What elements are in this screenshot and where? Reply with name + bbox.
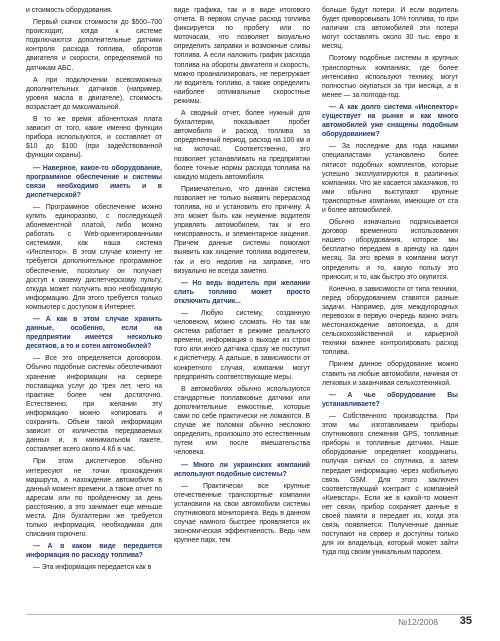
article-paragraph: — Программное обеспечение можно купить единоразово, с последующей абонементной платой, либо можно работать с Web-ориентированными системами, как наша система «Инспектор». В этом случае клиенту не требуется дополнительное программное обеспечение, поскольку он получает доступ к своему диспетчерскому пульту, откуда может получить всю необходимую информацию. Для этого требуется только компьютер с доступом в Интернет. <box>26 203 162 311</box>
interview-question: — Много ли украинских компаний используют подобные системы? <box>174 461 310 478</box>
issue-number: №12/2008 <box>398 617 438 627</box>
article-paragraph: В то же время абонентская плата зависит от того, какие именно функции прибора используются, и составляет от $10 до $100 (при задействованной функции охраны). <box>26 116 162 160</box>
article-column-1 <box>26 6 162 606</box>
article-paragraph: Примечательно, что данная система позволяет не только выявить перерасход топлива, но и установить его причину. А это может быть как неумение водителя управлять автомобилем, так и его неисправность, и элементарное хищение. Причем данные системы помогают выявить как хищение топлива водителем, так и его недолив на заправке, что визуально не всегда заметно. <box>174 185 310 275</box>
interview-question: — Но ведь водитель при желании слить топливо может просто отключить датчик... <box>174 279 310 305</box>
article-paragraph: Конечно, в зависимости от типа техники, перед оборудованием ставятся разные задачи. Например, для междугородных перевозок в первую очередь важно знать местонахождение автопоезда, а для сельскохозяйственной и карьерной техники важнее контролировать расход топлива. <box>322 285 458 357</box>
article-paragraph: Обычно изначально подписывается договор временного использования нашего оборудования, которое мы бесплатно передаем в аренду на один месяц. За это время в компании могут определить и то, какую пользу это приносит, и то, как быстро это окупится. <box>322 219 458 281</box>
article-paragraph: Первый скачок стоимости до $500–700 происходит, когда к системе подключаются дополнительные датчики контроля расхода топлива, оборотов двигателя и скорости, определяемой по датчикам АБС. <box>26 19 162 72</box>
interview-question: — А как долго система «Инспектор» существует на рынке и как много автомобилей уже снащены подобным оборудованием? <box>322 103 458 139</box>
article-paragraph: — Собственного производства. При этом мы изготавливаем приборы спутникового слежения GPS, топливные приборы и топливные датчики. Наше оборудование определяет координаты, получая сигнал со спутника, а затем передает информацию через мобильную связь GSM. Для этого заключен соответствующий контракт с компанией «Киевстар». Если же в какой-то момент нет связи, прибор сохраняет данные в своей памяти и передает их, когда эта связь появляется. Полученные данные поступают на сервер и доступны только для их владельца, который может зайти туда под своим уникальным паролем. <box>322 412 458 557</box>
article-paragraph: — Практически все крупные отечественные транспортные компании установили на свои автомобили системы спутникового мониторинга. Ведь в данном случае намного быстрее проявляется их экономическая эффективность. Ведь чем крупнее парк, тем <box>174 482 310 545</box>
interview-question: — А чье оборудование Вы устанавливаете? <box>322 391 458 408</box>
page-number: 35 <box>459 615 472 627</box>
article-paragraph: больше будут потери. И если водитель будет приворовывать 10% топлива, то при наличии ста автомобилей эти потери могут составлять около 30 тыс. евро в месяц. <box>322 7 458 51</box>
article-paragraph: А сводный отчет, более нужный для бухгалтерии, показывает пробег автомобиля и расход топлива за определенный период, расход на 100 км и на моточас. Соответственно, это позволяет устанавливать на предприятии более точные нормы расхода топлива на каждую модель автомобиля. <box>174 110 310 181</box>
article-paragraph: — За последние два года нашими специалистами установлено более пятисот подобных комплектов, которые успешно эксплуатируются в различных компаниях. Что же касается заказчиков, то ими обычно выступают крупные транспортные компании, имеющие от ста и более автомобилей. <box>322 143 458 214</box>
article-paragraph: А при подключении всевозможных дополнительных датчиков (например, уровня масла в двигателе), стоимость возрастает до максимальной. <box>26 76 162 111</box>
article-paragraph: Поэтому подобные системы в крупных транспортных компаниях, где более интенсивно используют технику, могут полностью окупаться за три месяца, а в менее — за полгода-год. <box>322 55 458 99</box>
article-paragraph: — Эта информация передается как в <box>33 564 152 572</box>
article-paragraph: В автомобилях обычно используются стандартные поплавковые датчики или дополнительные емкостные, которые сами по себе практически не ломаются. В случае же поломки обычно несложно определить, произошло это естественным путем или после вмешательства человека. <box>174 385 310 457</box>
article-paragraph: — Любую систему, созданную человеком, можно сломать. Но так как система работает в режиме реального времени, информация о выходе из строя того или иного датчика сразу же поступит к диспетчеру. А дальше, в зависимости от конкретного случая, компании могут предпринять соответствующие меры. <box>174 310 310 381</box>
interview-question: — А как в этом случае хранить данные, особенно, если на предприятии имеется несколько десятков, а то и сотен автомобилей? <box>26 316 162 351</box>
page-footer <box>0 611 500 631</box>
article-paragraph: — Все это определяется договором. Обычно подобные системы обеспечивают хранение информации на сервере поставщика услуг до трех лет, чего на практике более чем достаточно. Естественно, при желании эту информацию можно копировать и сохранять. Объем такой информации зависит от количества передаваемых данных и, в минимальном пакете, составляет всего около 4 Кб в час. <box>26 355 162 454</box>
article-paragraph: При этом диспетчеров обычно интересуют не точки прохождения маршрута, а нахождение автомобиля в данный момент времени, а также отчет по адресам или по пройденному за день расстоянию, а это занимает еще меньше места. Для бухгалтерии же требуется только информация, необходимая для списания горючего. <box>26 458 162 539</box>
article-paragraph: виде графика, так и в виде итогового отчета. В первом случае расход топлива фиксируется по пробегу или по моточасам, что позволяет визуально определить заправки и возможные сливы топлива. А если наложить график расхода топлива на обороты двигателя и скорость, можно проанализировать, не перегружает ли водитель топливо, а также определить наиболее оптимальные скоростные режимы. <box>174 7 310 105</box>
interview-question: — Наверное, какое-то оборудование, программное обеспечение и системы связи необходимо иметь и в диспетчерской? <box>26 164 162 199</box>
article-column-3 <box>322 6 458 606</box>
article-paragraph: и стоимость оборудования. <box>26 7 113 14</box>
article-column-2 <box>174 6 310 606</box>
footer-divider <box>26 614 472 615</box>
interview-question: — А в каком виде передается информация по расходу топлива? <box>26 543 162 560</box>
article-paragraph: Причем данное оборудование можно ставить на любые автомобили, начиная от легковых и заканчивая сельхозтехникой. <box>322 361 458 387</box>
article-body <box>26 6 472 606</box>
